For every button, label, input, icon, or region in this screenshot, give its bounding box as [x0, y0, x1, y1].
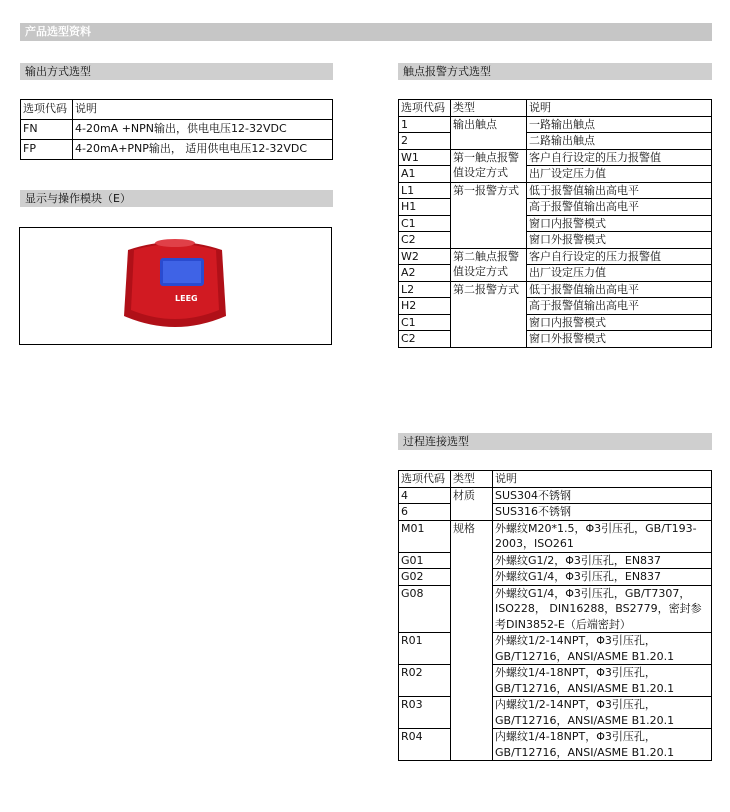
table-row [399, 487, 712, 504]
brand-logo: LEEG [175, 294, 198, 303]
option-desc: 外螺纹G1/4，Φ3引压孔，GB/T7307，ISO228， DIN16288，BS2779，密封参考DIN3852-E（后端密封） [493, 585, 712, 633]
page-title: 产品选型资料 [20, 23, 712, 41]
table-header-row [21, 100, 333, 120]
option-desc: 内螺纹1/4-18NPT，Φ3引压孔，GB/T12716，ANSI/ASME B1.20.1 [493, 729, 712, 761]
option-desc: 窗口外报警模式 [527, 232, 712, 249]
option-code: C2 [399, 331, 451, 348]
option-code: G01 [399, 552, 451, 569]
header-code: 选项代码 [21, 100, 73, 120]
table-row [399, 552, 712, 569]
table-row [399, 199, 712, 216]
option-code: R03 [399, 697, 451, 729]
table-row [399, 215, 712, 232]
option-code: FP [21, 140, 73, 160]
table-row [399, 281, 712, 298]
option-desc: 4-20mA+PNP输出， 适用供电电压12-32VDC [73, 140, 333, 160]
type-cell: 输出触点 [451, 116, 527, 149]
type-cell: 第二报警方式 [451, 281, 527, 347]
option-desc: 出厂设定压力值 [527, 166, 712, 183]
option-code: R01 [399, 633, 451, 665]
header-type: 类型 [451, 471, 493, 488]
table-header-row [399, 471, 712, 488]
table-row [399, 248, 712, 265]
table-row [399, 116, 712, 133]
output-table [20, 99, 333, 160]
option-code: C2 [399, 232, 451, 249]
table-row [399, 149, 712, 166]
option-code: FN [21, 120, 73, 140]
header-desc: 说明 [73, 100, 333, 120]
option-code: A1 [399, 166, 451, 183]
option-code: R02 [399, 665, 451, 697]
table-row [399, 133, 712, 150]
option-desc: SUS316不锈钢 [493, 504, 712, 521]
table-row [399, 314, 712, 331]
option-desc: 外螺纹1/4-18NPT，Φ3引压孔，GB/T12716，ANSI/ASME B1.20.1 [493, 665, 712, 697]
option-desc: 一路输出触点 [527, 116, 712, 133]
header-code: 选项代码 [399, 100, 451, 117]
table-row [399, 633, 712, 665]
option-code: W1 [399, 149, 451, 166]
table-row [399, 331, 712, 348]
option-code: L1 [399, 182, 451, 199]
option-desc: 低于报警值输出高电平 [527, 182, 712, 199]
type-cell: 第一报警方式 [451, 182, 527, 248]
option-code: C1 [399, 314, 451, 331]
table-row [399, 504, 712, 521]
contact-section-title: 触点报警方式选型 [398, 63, 712, 80]
header-desc: 说明 [527, 100, 712, 117]
table-row [399, 520, 712, 552]
option-desc: 内螺纹1/2-14NPT，Φ3引压孔，GB/T12716，ANSI/ASME B1.20.1 [493, 697, 712, 729]
option-desc: 外螺纹1/2-14NPT，Φ3引压孔，GB/T12716，ANSI/ASME B1.20.1 [493, 633, 712, 665]
process-table [398, 470, 712, 761]
table-row [399, 265, 712, 282]
option-desc: 低于报警值输出高电平 [527, 281, 712, 298]
option-desc: 客户自行设定的压力报警值 [527, 248, 712, 265]
option-desc: 外螺纹M20*1.5，Φ3引压孔，GB/T193-2003，ISO261 [493, 520, 712, 552]
option-desc: 高于报警值输出高电平 [527, 298, 712, 315]
option-code: C1 [399, 215, 451, 232]
header-desc: 说明 [493, 471, 712, 488]
display-section-title: 显示与操作模块（E） [20, 190, 333, 207]
type-cell: 第二触点报警值设定方式 [451, 248, 527, 281]
option-desc: SUS304不锈钢 [493, 487, 712, 504]
table-row [399, 665, 712, 697]
option-desc: 外螺纹G1/4，Φ3引压孔，EN837 [493, 569, 712, 586]
table-header-row [399, 100, 712, 117]
option-code: 6 [399, 504, 451, 521]
type-cell: 材质 [451, 487, 493, 520]
table-row [399, 166, 712, 183]
option-code: M01 [399, 520, 451, 552]
option-code: 1 [399, 116, 451, 133]
option-desc: 窗口内报警模式 [527, 314, 712, 331]
option-desc: 二路输出触点 [527, 133, 712, 150]
table-row [21, 140, 333, 160]
contact-table [398, 99, 712, 348]
table-row [399, 569, 712, 586]
option-code: 2 [399, 133, 451, 150]
option-code: G08 [399, 585, 451, 633]
option-code: H1 [399, 199, 451, 216]
table-row [21, 120, 333, 140]
option-code: L2 [399, 281, 451, 298]
option-code: G02 [399, 569, 451, 586]
option-desc: 4-20mA +NPN输出，供电电压12-32VDC [73, 120, 333, 140]
option-code: A2 [399, 265, 451, 282]
option-desc: 出厂设定压力值 [527, 265, 712, 282]
header-code: 选项代码 [399, 471, 451, 488]
type-cell: 规格 [451, 520, 493, 761]
process-section-title: 过程连接选型 [398, 433, 712, 450]
table-row [399, 232, 712, 249]
output-section-title: 输出方式选型 [20, 63, 333, 80]
table-row [399, 729, 712, 761]
option-desc: 窗口外报警模式 [527, 331, 712, 348]
option-desc: 外螺纹G1/2，Φ3引压孔，EN837 [493, 552, 712, 569]
display-module-image [20, 228, 331, 344]
option-code: H2 [399, 298, 451, 315]
option-code: R04 [399, 729, 451, 761]
table-row [399, 585, 712, 633]
display-module-image-frame [19, 227, 332, 345]
table-row [399, 182, 712, 199]
option-code: W2 [399, 248, 451, 265]
option-desc: 客户自行设定的压力报警值 [527, 149, 712, 166]
header-type: 类型 [451, 100, 527, 117]
table-row [399, 697, 712, 729]
option-desc: 高于报警值输出高电平 [527, 199, 712, 216]
option-code: 4 [399, 487, 451, 504]
type-cell: 第一触点报警值设定方式 [451, 149, 527, 182]
option-desc: 窗口内报警模式 [527, 215, 712, 232]
table-row [399, 298, 712, 315]
